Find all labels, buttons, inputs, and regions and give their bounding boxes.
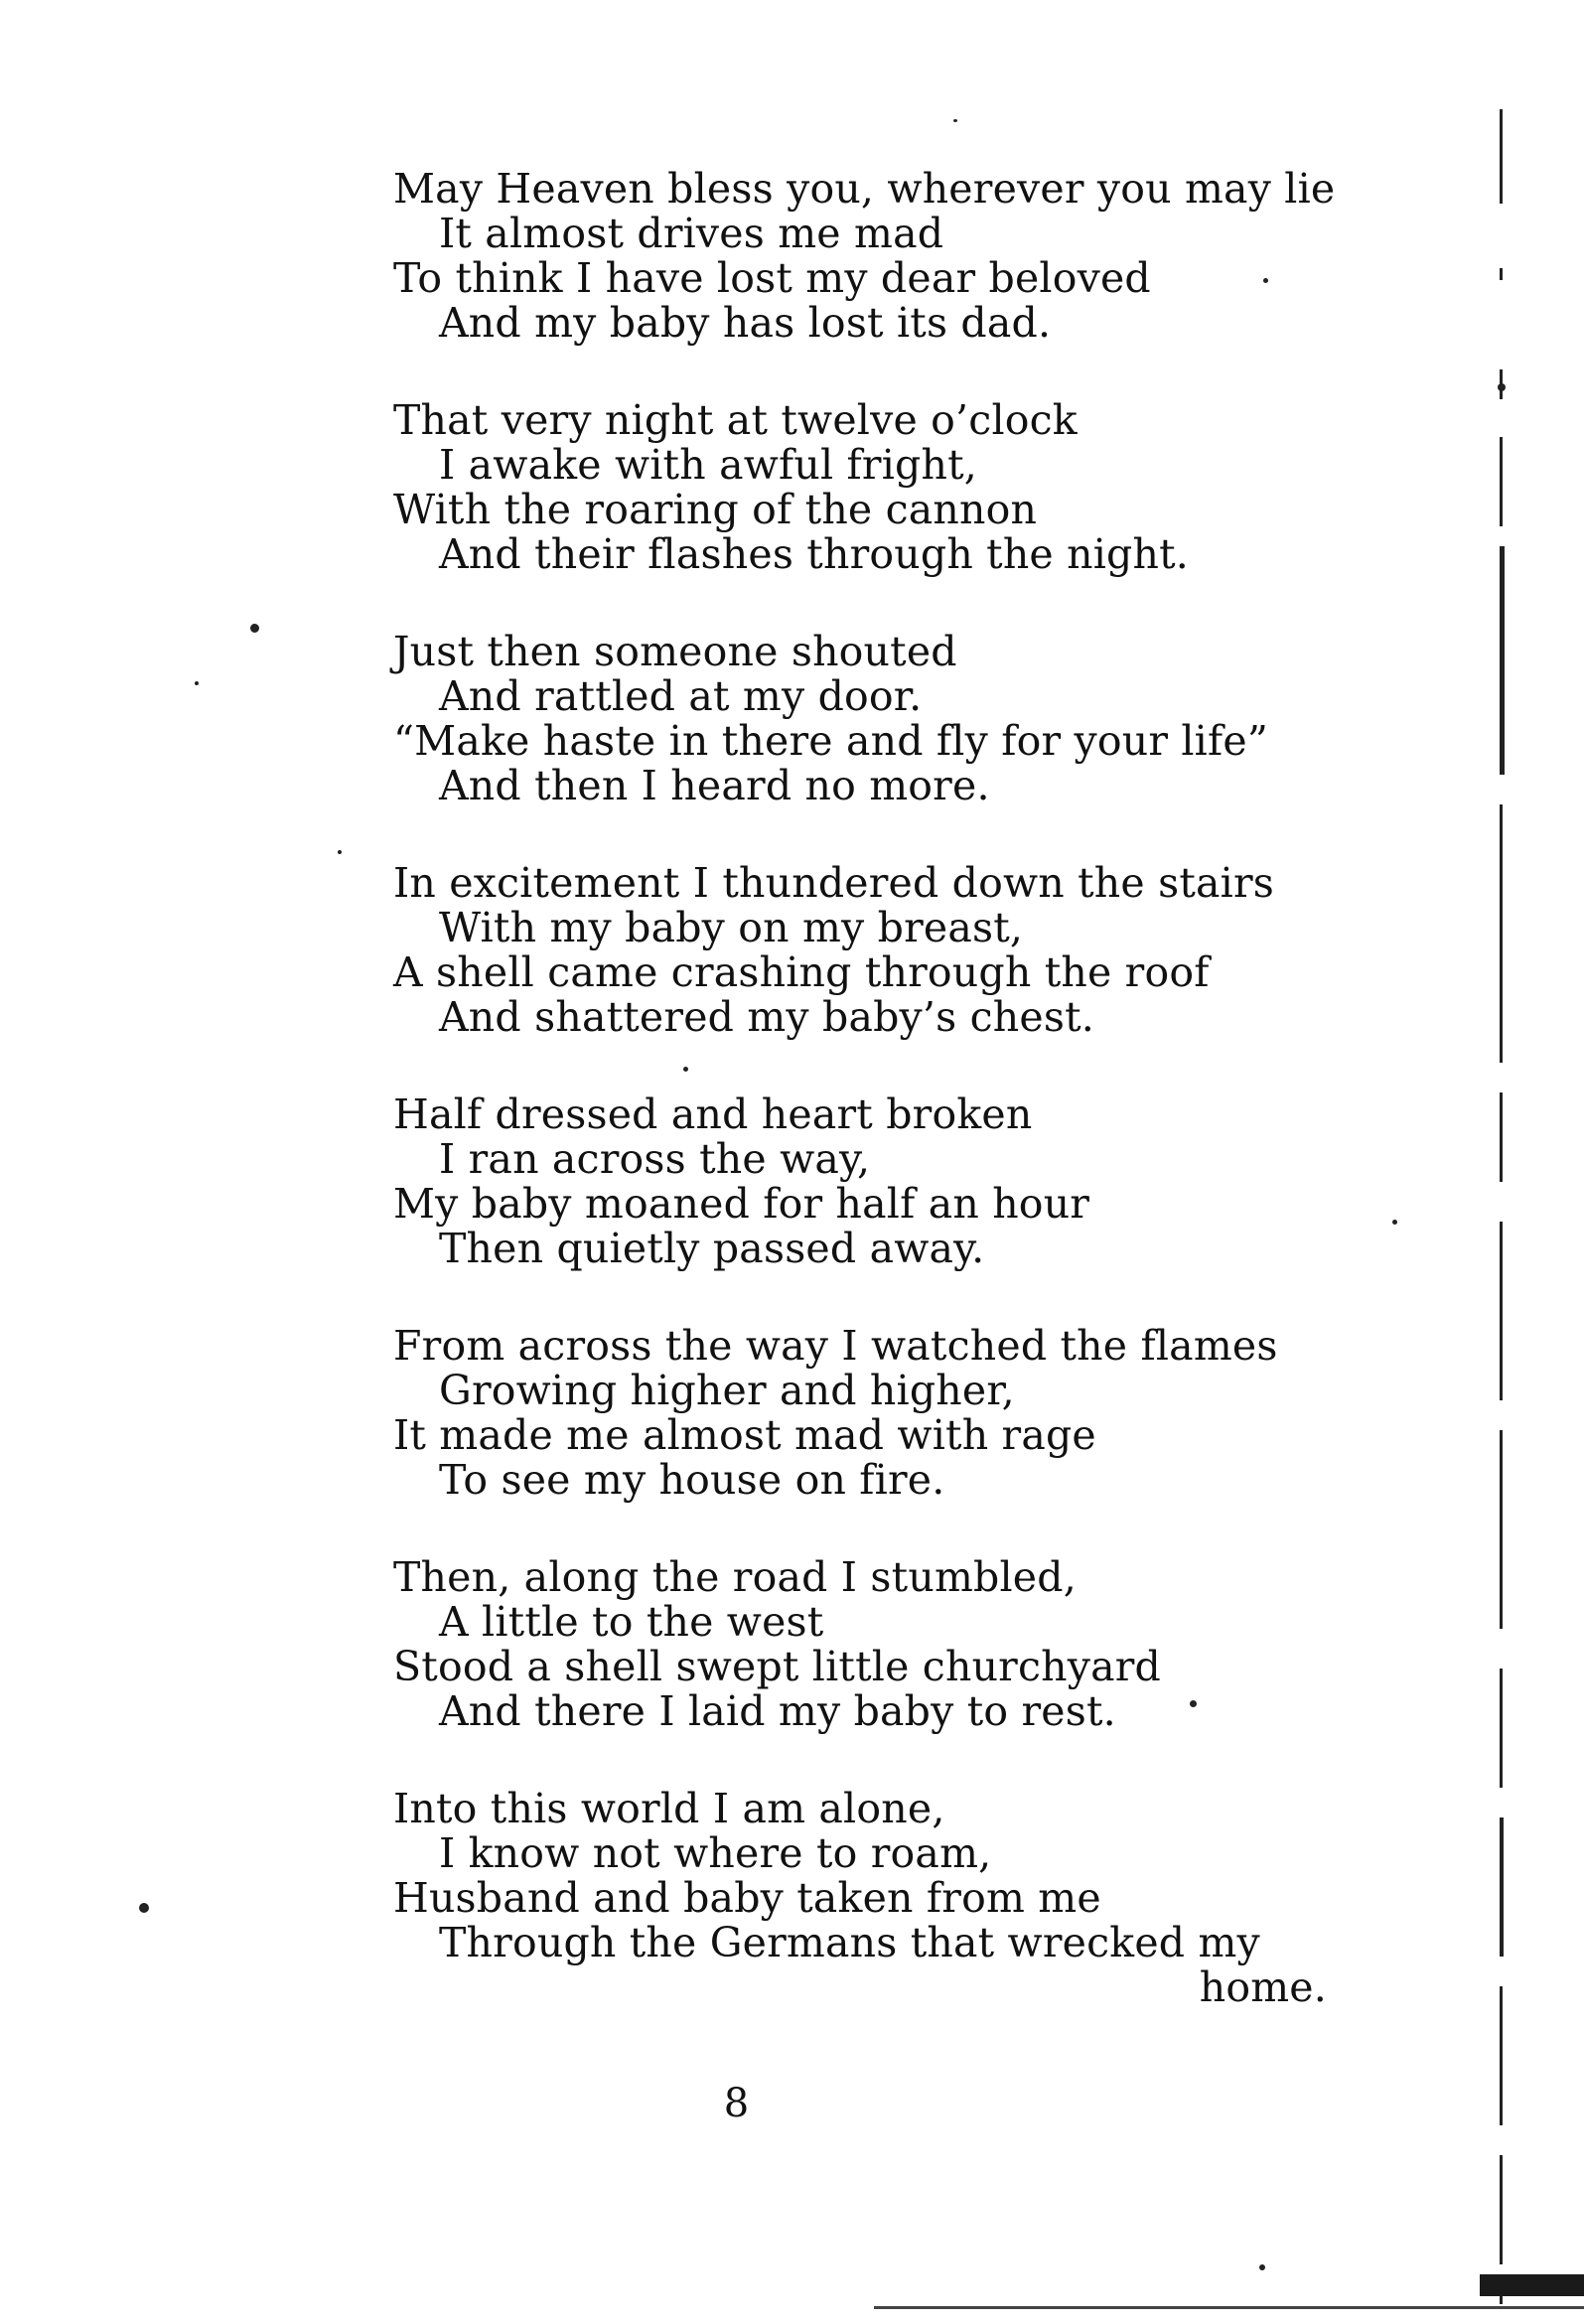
- scan-speck: [1392, 1220, 1397, 1225]
- poem-line: Then quietly passed away.: [439, 1225, 985, 1272]
- poem-line: “Make haste in there and fly for your life”: [393, 717, 1268, 765]
- stanza: [393, 1787, 1347, 2010]
- binding-edge-shadow: [1500, 109, 1508, 2294]
- scan-speck: [1263, 278, 1268, 283]
- scan-speck: [1259, 2264, 1265, 2270]
- poem-line: And rattled at my door.: [439, 672, 923, 720]
- stanza: [393, 167, 1347, 346]
- scan-speck: [338, 850, 342, 854]
- scan-speck: [139, 1903, 149, 1913]
- scan-speck: [195, 681, 199, 685]
- poem: [393, 167, 1347, 2063]
- poem-line: And then I heard no more.: [439, 762, 990, 809]
- scan-speck: [683, 1067, 688, 1072]
- poem-line: I awake with awful fright,: [439, 441, 977, 489]
- poem-line: My baby moaned for half an hour: [393, 1180, 1090, 1228]
- poem-line: I know not where to roam,: [439, 1829, 992, 1877]
- stanza: [393, 861, 1347, 1040]
- poem-line: That very night at twelve o’clock: [393, 396, 1078, 444]
- poem-line: May Heaven bless you, wherever you may lie: [393, 165, 1336, 213]
- scan-edge-line: [874, 2306, 1584, 2309]
- scan-speck: [250, 624, 259, 633]
- poem-line: In excitement I thundered down the stairs: [393, 859, 1275, 907]
- poem-line: Through the Germans that wrecked my: [439, 1919, 1260, 1966]
- poem-line: From across the way I watched the flames: [393, 1322, 1278, 1370]
- stanza: [393, 398, 1347, 577]
- scan-speck: [953, 119, 957, 122]
- scan-speck: [1498, 383, 1506, 391]
- poem-line: With my baby on my breast,: [439, 904, 1024, 951]
- scan-speck: [1190, 1700, 1197, 1707]
- poem-line: And shattered my baby’s chest.: [439, 993, 1094, 1041]
- poem-line: To think I have lost my dear beloved: [393, 254, 1151, 302]
- poem-line: And there I laid my baby to rest.: [439, 1687, 1116, 1735]
- stanza: [393, 1324, 1347, 1503]
- poem-line: And my baby has lost its dad.: [439, 299, 1052, 347]
- poem-line: Husband and baby taken from me: [393, 1874, 1101, 1922]
- stanza: [393, 630, 1347, 808]
- scan-edge-mark: [1480, 2274, 1584, 2296]
- poem-line: Growing higher and higher,: [439, 1367, 1015, 1414]
- poem-line: home.: [1199, 1963, 1327, 2011]
- stanza: [393, 1092, 1347, 1271]
- poem-line: Half dressed and heart broken: [393, 1090, 1033, 1138]
- poem-line: Into this world I am alone,: [393, 1785, 945, 1832]
- poem-line: A little to the west: [439, 1598, 824, 1646]
- poem-line: I ran across the way,: [439, 1135, 871, 1183]
- poem-line: It almost drives me mad: [439, 210, 944, 257]
- poem-line: Just then someone shouted: [393, 628, 957, 675]
- stanza: [393, 1555, 1347, 1734]
- poem-line: And their flashes through the night.: [439, 530, 1190, 578]
- poem-line: To see my house on fire.: [439, 1456, 945, 1504]
- poem-line: A shell came crashing through the roof: [393, 948, 1210, 996]
- poem-line: Then, along the road I stumbled,: [393, 1553, 1077, 1601]
- page-number: 8: [723, 2081, 750, 2126]
- poem-line: With the roaring of the cannon: [393, 486, 1038, 533]
- poem-line: Stood a shell swept little churchyard: [393, 1643, 1161, 1690]
- poem-line: It made me almost mad with rage: [393, 1411, 1096, 1459]
